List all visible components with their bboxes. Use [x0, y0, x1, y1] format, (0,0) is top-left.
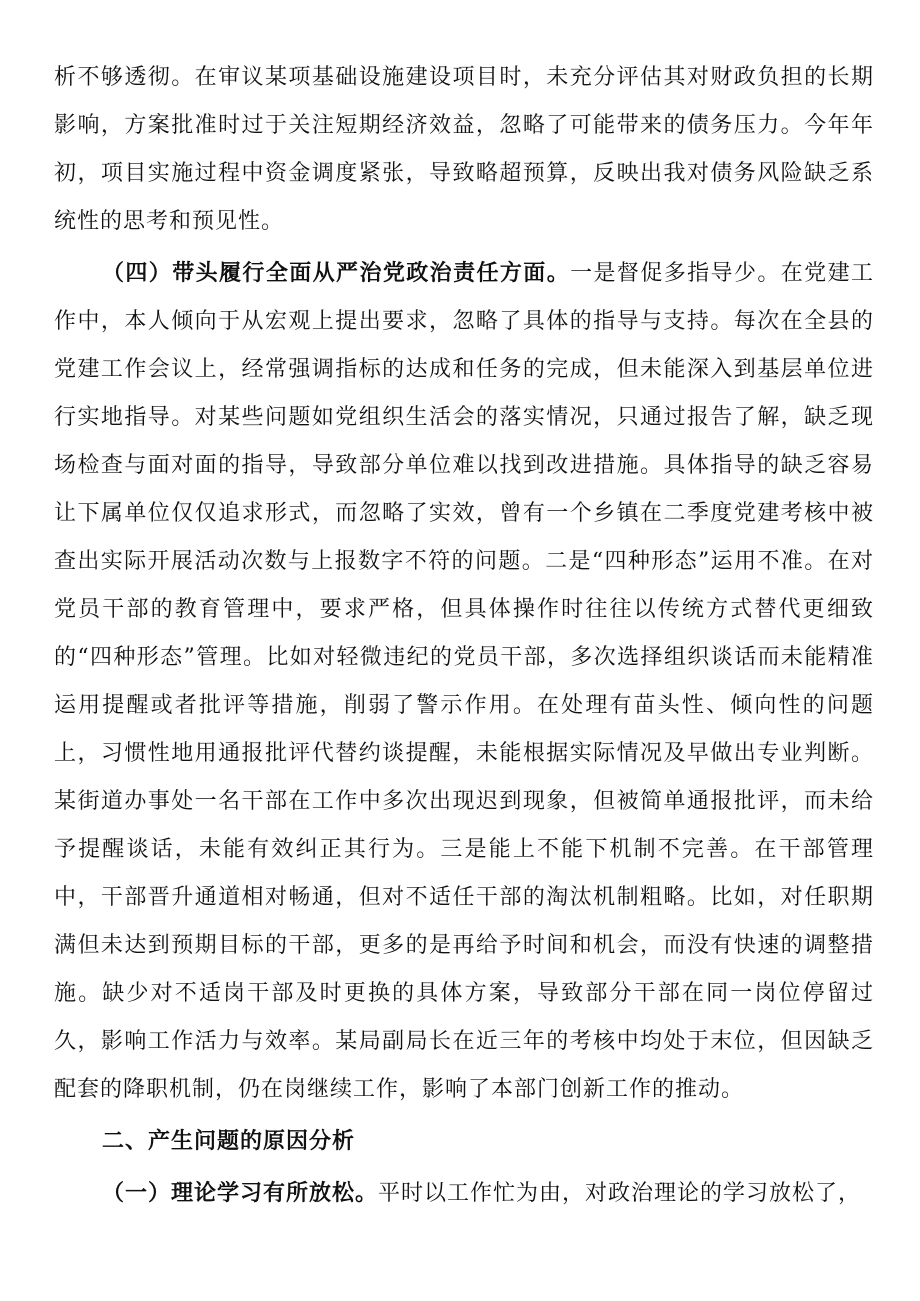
- paragraph-theory-study: [54, 1170, 874, 1218]
- document-page: [54, 54, 874, 1218]
- paragraph-lead-heading: （一）理论学习有所放松。: [102, 1181, 379, 1206]
- paragraph-debt-risk: 析不够透彻。在审议某项基础设施建设项目时，未充分评估其对财政负担的长期影响，方案批准时过于关注短期经济效益，忽略了可能带来的债务压力。今年年初，项目实施过程中资金调度紧张，导致略超预算，反映出我对债务风险缺乏系统性的思考和预见性。: [54, 65, 874, 234]
- section-heading: 二、产生问题的原因分析: [102, 1129, 356, 1154]
- paragraph-party-responsibility: [54, 250, 874, 1114]
- paragraph-body: 一是督促多指导少。在党建工作中，本人倾向于从宏观上提出要求，忽略了具体的指导与支持。每次在全县的党建工作会议上，经常强调指标的达成和任务的完成，但未能深入到基层单位进行实地指导。对某些问题如党组织生活会的落实情况，只通过报告了解，缺乏现场检查与面对面的指导，导致部分单位难以找到改进措施。具体指导的缺乏容易让下属单位仅仅追求形式，而忽略了实效，曾有一个乡镇在二季度党建考核中被查出实际开展活动次数与上报数字不符的问题。二是“四种形态”运用不准。在对党员干部的教育管理中，要求严格，但具体操作时往往以传统方式替代更细致的“四种形态”管理。比如对轻微违纪的党员干部，多次选择组织谈话而未能精准运用提醒或者批评等措施，削弱了警示作用。在处理有苗头性、倾向性的问题上，习惯性地用通报批评代替约谈提醒，未能根据实际情况及早做出专业判断。某街道办事处一名干部在工作中多次出现迟到现象，但被简单通报批评，而未给予提醒谈话，未能有效纠正其行为。三是能上不能下机制不完善。在干部管理中，干部晋升通道相对畅通，但对不适任干部的淘汰机制粗略。比如，对任职期满但未达到预期目标的干部，更多的是再给予时间和机会，而没有快速的调整措施。缺少对不适岗干部及时更换的具体方案，导致部分干部在同一岗位停留过久，影响工作活力与效率。某局副局长在近三年的考核中均处于末位，但因缺乏配套的降职机制，仍在岗继续工作，影响了本部门创新工作的推动。: [54, 261, 874, 1102]
- paragraph-lead-heading: （四）带头履行全面从严治党政治责任方面。: [102, 261, 571, 286]
- paragraph-body: 平时以工作忙为由，对政治理论的学习放松了，: [378, 1181, 862, 1206]
